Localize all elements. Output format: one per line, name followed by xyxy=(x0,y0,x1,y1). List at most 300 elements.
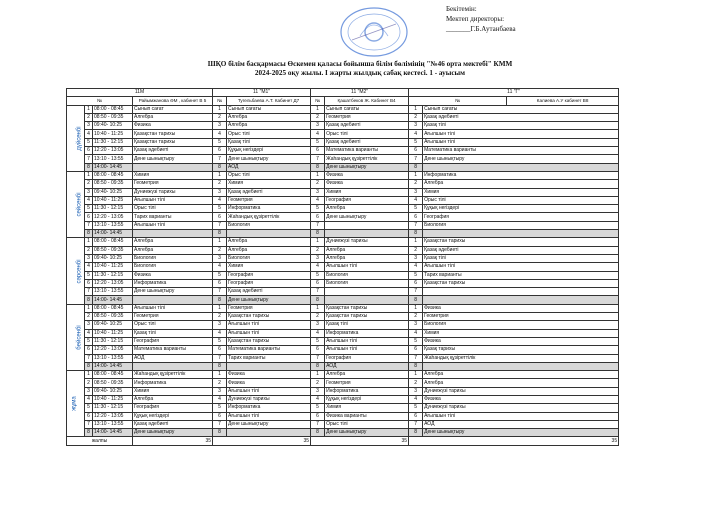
approval-block xyxy=(446,4,516,34)
approval-signature: _______Г.Б.Аутанбаева xyxy=(446,25,516,33)
lesson-number: 2 xyxy=(85,180,93,188)
lesson-number-11m2: 4 xyxy=(311,263,325,271)
lesson-number-11g: 8 xyxy=(409,429,423,437)
lesson-number: 1 xyxy=(85,171,93,179)
total-11m1: 35 xyxy=(213,437,311,445)
class-header-row xyxy=(67,89,619,97)
heading-term: 2024-2025 оқу жылы. I жарты жылдық сабақ кестесі. 1 - ауысым xyxy=(254,69,466,77)
subject-11m xyxy=(133,230,213,238)
lesson-number: 6 xyxy=(85,279,93,287)
lesson-number-11m1: 5 xyxy=(213,404,227,412)
class-header-11m: 11М xyxy=(67,89,213,97)
subject-11m: Қазақ тілі xyxy=(133,329,213,337)
subject-11g: Биология xyxy=(423,221,619,229)
lesson-number-11m2: 2 xyxy=(311,246,325,254)
lesson-number-11g: 8 xyxy=(409,296,423,304)
lesson-number: 3 xyxy=(85,122,93,130)
schedule-row xyxy=(67,354,619,362)
heading-school: ШҚО білім басқармасы Өскемен қаласы бойынша білім бөлімінің "№46 орта мектебі" КММ xyxy=(207,60,513,68)
subject-11g: Тарих варианты xyxy=(423,271,619,279)
lesson-time: 10:40 - 11:25 xyxy=(93,196,133,204)
subject-11g: Информатика xyxy=(423,171,619,179)
lesson-number-11m1: 6 xyxy=(213,346,227,354)
subject-11g: Математика варианты xyxy=(423,147,619,155)
lesson-number-11m2: 3 xyxy=(311,122,325,130)
lesson-number-11g: 4 xyxy=(409,130,423,138)
subject-11m1: Физика xyxy=(227,379,311,387)
lesson-number-11g: 6 xyxy=(409,147,423,155)
schedule-row xyxy=(67,138,619,146)
lesson-number: 8 xyxy=(85,362,93,370)
subject-11g: Қазақ тілі xyxy=(423,254,619,262)
lesson-number-11m2: 1 xyxy=(311,171,325,179)
lesson-number-11m2: 8 xyxy=(311,230,325,238)
lesson-number-11m2: 7 xyxy=(311,155,325,163)
lesson-number-11g: 5 xyxy=(409,205,423,213)
lesson-number-11m2: 8 xyxy=(311,163,325,171)
subject-11m2: Информатика xyxy=(325,387,409,395)
subject-11m1: Қазақ әдебиеті xyxy=(227,188,311,196)
subject-11m2: Қазақ әдебиеті xyxy=(325,138,409,146)
subject-11g: Қазақ тарихы xyxy=(423,346,619,354)
subject-11m1: Сынып сағаты xyxy=(227,105,311,113)
subject-11m2: Физика варианты xyxy=(325,412,409,420)
lesson-number-11m2: 6 xyxy=(311,412,325,420)
approval-position: Мектеп директоры: xyxy=(446,15,505,23)
subject-11g: Ағылшын тілі xyxy=(423,412,619,420)
subject-11g: Дене шынықтыру xyxy=(423,155,619,163)
subject-11g: Физика xyxy=(423,304,619,312)
lesson-number-11m2: 2 xyxy=(311,313,325,321)
lesson-time: 14:00- 14:45 xyxy=(93,296,133,304)
lesson-time: 14:00- 14:45 xyxy=(93,230,133,238)
lesson-number-11g: 8 xyxy=(409,163,423,171)
subject-11m2: Геометрия xyxy=(325,113,409,121)
lesson-number-11g: 6 xyxy=(409,412,423,420)
subject-11m1 xyxy=(227,362,311,370)
schedule-row xyxy=(67,130,619,138)
lesson-number-11m1: 8 xyxy=(213,429,227,437)
class-header-11g: 11 "Г" xyxy=(409,89,619,97)
subject-11m1: Дене шынықтыру xyxy=(227,420,311,428)
lesson-time: 08:50 - 09:35 xyxy=(93,113,133,121)
schedule-row xyxy=(67,337,619,345)
lesson-number-11g: 4 xyxy=(409,395,423,403)
schedule-row xyxy=(67,122,619,130)
subject-11g: Қазақстан тарихы xyxy=(423,238,619,246)
lesson-number: 8 xyxy=(85,230,93,238)
lesson-time: 08:00 - 08:45 xyxy=(93,371,133,379)
subject-11m: Дене шынықтыру xyxy=(133,288,213,296)
subject-11g: Алгебра xyxy=(423,379,619,387)
lesson-number-11g: 7 xyxy=(409,420,423,428)
subject-11m: Орыс тілі xyxy=(133,205,213,213)
schedule-row xyxy=(67,362,619,370)
lesson-time: 11:30 - 12:15 xyxy=(93,138,133,146)
subject-11g xyxy=(423,296,619,304)
subject-11m1: География xyxy=(227,271,311,279)
subject-11g: Дене шынықтыру xyxy=(423,429,619,437)
lesson-number: 4 xyxy=(85,196,93,204)
subject-11g: Қазақстан тарихы xyxy=(423,279,619,287)
subject-11m2: Орыс тілі xyxy=(325,420,409,428)
lesson-number-11m2: 1 xyxy=(311,304,325,312)
lesson-time: 13:10 - 13:55 xyxy=(93,420,133,428)
subject-11g: АОД xyxy=(423,420,619,428)
lesson-number-11m1: 7 xyxy=(213,420,227,428)
schedule-body xyxy=(67,105,619,437)
lesson-number-11g: 3 xyxy=(409,254,423,262)
subject-11m1: Дене шынықтыру xyxy=(227,296,311,304)
subject-11g: Сынып сағаты xyxy=(423,105,619,113)
lesson-number-11g: 2 xyxy=(409,379,423,387)
schedule-row xyxy=(67,221,619,229)
subject-11g: Құқық негіздері xyxy=(423,205,619,213)
subject-11m: Қазақ әдебиеті xyxy=(133,420,213,428)
lesson-time: 10:40 - 11:25 xyxy=(93,329,133,337)
subject-11m: Химия xyxy=(133,387,213,395)
lesson-time: 13:10 - 13:55 xyxy=(93,288,133,296)
subject-11m: География xyxy=(133,337,213,345)
lesson-time: 12:20 - 13:05 xyxy=(93,279,133,287)
subject-11m: Құқық негіздері xyxy=(133,412,213,420)
subject-11m2: География xyxy=(325,354,409,362)
lesson-number-11g: 1 xyxy=(409,171,423,179)
subject-11m2 xyxy=(325,230,409,238)
lesson-number: 6 xyxy=(85,412,93,420)
day-name: дүйсенбі xyxy=(76,126,83,151)
lesson-time: 13:10 - 13:55 xyxy=(93,354,133,362)
lesson-number-11m1: 8 xyxy=(213,296,227,304)
lesson-time: 09:40- 10:25 xyxy=(93,122,133,130)
subject-11m1: Орыс тілі xyxy=(227,130,311,138)
subject-11m: Физика xyxy=(133,122,213,130)
lesson-time: 12:20 - 13:05 xyxy=(93,412,133,420)
schedule-row xyxy=(67,230,619,238)
lesson-number-11m1: 3 xyxy=(213,321,227,329)
lesson-time: 13:10 - 13:55 xyxy=(93,155,133,163)
subject-11m: Қазақстан тарихы xyxy=(133,130,213,138)
subject-11m2: Қазақ әдебиеті xyxy=(325,122,409,130)
lesson-number: 3 xyxy=(85,387,93,395)
subject-11g: География xyxy=(423,213,619,221)
subject-11m2: Құқық негіздері xyxy=(325,395,409,403)
lesson-number-11g: 6 xyxy=(409,346,423,354)
schedule-row xyxy=(67,163,619,171)
subject-11g: Жаһандық құзіреттілік xyxy=(423,354,619,362)
subject-11m: Алгебра xyxy=(133,395,213,403)
subject-11m1 xyxy=(227,230,311,238)
lesson-number-11m2: 5 xyxy=(311,205,325,213)
subject-11m1: Ағылшын тілі xyxy=(227,321,311,329)
lesson-number: 3 xyxy=(85,254,93,262)
subject-11m: Математика варианты xyxy=(133,346,213,354)
schedule-row xyxy=(67,346,619,354)
subject-11m: Жаһандық құзіреттілік xyxy=(133,371,213,379)
subject-11m: Сынып сағат xyxy=(133,105,213,113)
teacher-header-1: Райымжанова ӘМ , кабинет В 5 xyxy=(133,97,213,105)
schedule-row xyxy=(67,105,619,113)
subject-11g: Ағылшын тілі xyxy=(423,263,619,271)
lesson-number: 7 xyxy=(85,420,93,428)
subject-11m: Қазақ әдебиеті xyxy=(133,147,213,155)
lesson-time: 08:50 - 09:35 xyxy=(93,180,133,188)
lesson-number-11m2: 2 xyxy=(311,379,325,387)
lesson-time: 08:00 - 08:45 xyxy=(93,171,133,179)
lesson-time: 13:10 - 13:55 xyxy=(93,221,133,229)
subject-11m1: Информатика xyxy=(227,404,311,412)
subject-11m2: Химия xyxy=(325,404,409,412)
lesson-number-11m1: 1 xyxy=(213,371,227,379)
subject-11m xyxy=(133,362,213,370)
subject-11m1: Химия xyxy=(227,263,311,271)
lesson-number-11m2: 2 xyxy=(311,113,325,121)
subject-11m1: Алгебра xyxy=(227,238,311,246)
subject-11m: Алгебра xyxy=(133,246,213,254)
lesson-time: 08:00 - 08:45 xyxy=(93,304,133,312)
lesson-number-11m2: 1 xyxy=(311,238,325,246)
subject-11m: Информатика xyxy=(133,279,213,287)
lesson-time: 09:40- 10:25 xyxy=(93,321,133,329)
lesson-number-11m2: 7 xyxy=(311,221,325,229)
document-heading xyxy=(0,60,720,78)
lesson-number-11g: 5 xyxy=(409,138,423,146)
subject-11m2: Химия xyxy=(325,188,409,196)
subject-11m: Дене шынықтыру xyxy=(133,155,213,163)
lesson-number-11m2: 7 xyxy=(311,288,325,296)
lesson-number-11m1: 8 xyxy=(213,362,227,370)
schedule-row xyxy=(67,213,619,221)
lesson-time: 14:00- 14:45 xyxy=(93,163,133,171)
subject-11g: Биология xyxy=(423,321,619,329)
schedule-row xyxy=(67,296,619,304)
subject-11g: Қазақ тілі xyxy=(423,122,619,130)
lesson-number-11m2: 3 xyxy=(311,321,325,329)
subject-11m1: Информатика xyxy=(227,205,311,213)
lesson-time: 14:00- 14:45 xyxy=(93,429,133,437)
lesson-time: 09:40- 10:25 xyxy=(93,188,133,196)
lesson-number-11m2: 3 xyxy=(311,254,325,262)
lesson-number: 7 xyxy=(85,354,93,362)
schedule-row xyxy=(67,412,619,420)
subject-11g: Дүниежүзі тарихы xyxy=(423,387,619,395)
lesson-number-11g: 8 xyxy=(409,362,423,370)
subject-11m1: Физика xyxy=(227,371,311,379)
subject-11g: Ағылшын тілі xyxy=(423,138,619,146)
num-header: № xyxy=(67,97,133,105)
schedule-row xyxy=(67,321,619,329)
class-header-11m2: 11 "М2" xyxy=(311,89,409,97)
subject-11m2 xyxy=(325,296,409,304)
subject-11m2: Геометрия xyxy=(325,379,409,387)
lesson-number-11m1: 5 xyxy=(213,271,227,279)
lesson-number: 7 xyxy=(85,288,93,296)
lesson-number: 6 xyxy=(85,147,93,155)
teacher-header-4: Калиева А.У кабинет В8 xyxy=(507,97,619,105)
day-name: сәрсенбі xyxy=(76,258,83,284)
lesson-number: 3 xyxy=(85,188,93,196)
subject-11m xyxy=(133,296,213,304)
subject-11g: Химия xyxy=(423,329,619,337)
lesson-time: 11:30 - 12:15 xyxy=(93,271,133,279)
lesson-number-11m1: 2 xyxy=(213,180,227,188)
lesson-time: 14:00- 14:45 xyxy=(93,362,133,370)
subject-11m2: Дене шынықтыру xyxy=(325,163,409,171)
subject-11m1: География xyxy=(227,279,311,287)
lesson-number-11m2: 6 xyxy=(311,147,325,155)
lesson-number: 1 xyxy=(85,304,93,312)
lesson-number-11g: 7 xyxy=(409,354,423,362)
schedule-row xyxy=(67,313,619,321)
schedule-row xyxy=(67,404,619,412)
subject-11m1: Дүниежүзі тарихы xyxy=(227,395,311,403)
subject-11m2: Дене шынықтыру xyxy=(325,429,409,437)
subject-11g xyxy=(423,362,619,370)
lesson-number-11m2: 4 xyxy=(311,395,325,403)
subject-11m2: Биология xyxy=(325,271,409,279)
subject-11m2: Алгебра xyxy=(325,205,409,213)
lesson-number-11g: 1 xyxy=(409,304,423,312)
lesson-number-11g: 4 xyxy=(409,263,423,271)
schedule-row xyxy=(67,288,619,296)
lesson-number-11m1: 1 xyxy=(213,171,227,179)
lesson-number-11m1: 2 xyxy=(213,313,227,321)
lesson-number-11m1: 4 xyxy=(213,263,227,271)
lesson-number: 1 xyxy=(85,238,93,246)
lesson-number-11m1: 1 xyxy=(213,105,227,113)
lesson-number-11m2: 4 xyxy=(311,196,325,204)
subject-11m2: Ағылшын тілі xyxy=(325,337,409,345)
subject-11g: Химия xyxy=(423,188,619,196)
subject-11m2: Биология xyxy=(325,279,409,287)
subject-11m: Ағылшын тілі xyxy=(133,221,213,229)
lesson-number: 3 xyxy=(85,321,93,329)
subject-11m1: Орыс тілі xyxy=(227,171,311,179)
lesson-number-11g: 4 xyxy=(409,329,423,337)
lesson-number: 7 xyxy=(85,221,93,229)
lesson-time: 10:40 - 11:25 xyxy=(93,130,133,138)
lesson-number-11m1: 8 xyxy=(213,163,227,171)
lesson-number-11m2: 7 xyxy=(311,354,325,362)
day-name: сейсенбі xyxy=(76,192,83,217)
lesson-time: 09:40- 10:25 xyxy=(93,254,133,262)
subject-11m2: Алгебра xyxy=(325,246,409,254)
subject-11m1: Қазақстан тарихы xyxy=(227,337,311,345)
subject-11m1: Қазақстан тарихы xyxy=(227,313,311,321)
subject-11g: Қазақ әдебиеті xyxy=(423,246,619,254)
subject-11m: Дене шынықтыру xyxy=(133,429,213,437)
subject-11m: Алгебра xyxy=(133,113,213,121)
lesson-number-11m2: 2 xyxy=(311,180,325,188)
lesson-number-11m1: 6 xyxy=(213,412,227,420)
lesson-number: 1 xyxy=(85,105,93,113)
subject-11m2: Физика xyxy=(325,180,409,188)
subject-11g xyxy=(423,163,619,171)
subject-11m1: Алгебра xyxy=(227,113,311,121)
subject-11m2: Ағылшын тілі xyxy=(325,263,409,271)
lesson-number-11m1: 3 xyxy=(213,254,227,262)
lesson-number-11g: 5 xyxy=(409,271,423,279)
subject-11m1: Геометрия xyxy=(227,304,311,312)
subject-11g: Алгебра xyxy=(423,371,619,379)
subject-11m1: Геометрия xyxy=(227,196,311,204)
lesson-time: 08:00 - 08:45 xyxy=(93,238,133,246)
lesson-number: 5 xyxy=(85,205,93,213)
subject-11m1: Жаһандық құзіреттілік xyxy=(227,213,311,221)
subject-11g: Орыс тілі xyxy=(423,196,619,204)
subject-11m1: Биология xyxy=(227,254,311,262)
lesson-number-11m1: 4 xyxy=(213,130,227,138)
subject-11m1: Биология xyxy=(227,221,311,229)
lesson-number-11g: 3 xyxy=(409,122,423,130)
subject-11g: Физика xyxy=(423,337,619,345)
lesson-number: 2 xyxy=(85,246,93,254)
lesson-number: 2 xyxy=(85,113,93,121)
subject-11g xyxy=(423,288,619,296)
lesson-number: 8 xyxy=(85,429,93,437)
subject-11m2: Алгебра xyxy=(325,254,409,262)
schedule-row xyxy=(67,171,619,179)
lesson-number-11g: 5 xyxy=(409,404,423,412)
teacher-header-2: Тугельбаева А.Т. Кабинет Д7 xyxy=(227,97,311,105)
lesson-number-11g: 6 xyxy=(409,213,423,221)
lesson-number-11m2: 8 xyxy=(311,362,325,370)
lesson-number: 5 xyxy=(85,337,93,345)
lesson-number-11m2: 3 xyxy=(311,188,325,196)
lesson-number-11m1: 7 xyxy=(213,354,227,362)
lesson-number-11m1: 7 xyxy=(213,221,227,229)
lesson-number-11m1: 3 xyxy=(213,387,227,395)
schedule-row xyxy=(67,246,619,254)
day-name-cell xyxy=(67,304,85,370)
lesson-number-11m2: 1 xyxy=(311,105,325,113)
subject-11m2: Қазақстан тарихы xyxy=(325,313,409,321)
lesson-number-11m1: 7 xyxy=(213,155,227,163)
lesson-number-11m1: 4 xyxy=(213,196,227,204)
schedule-row xyxy=(67,155,619,163)
schedule-row xyxy=(67,379,619,387)
lesson-number-11g: 3 xyxy=(409,387,423,395)
subject-11m: Қазақстан тарихы xyxy=(133,138,213,146)
subject-11m: Алгебра xyxy=(133,238,213,246)
day-name-cell xyxy=(67,371,85,437)
lesson-number-11g: 5 xyxy=(409,337,423,345)
lesson-number: 8 xyxy=(85,163,93,171)
subject-11m2: География xyxy=(325,196,409,204)
lesson-number-11g: 7 xyxy=(409,221,423,229)
num-header: № xyxy=(311,97,325,105)
subject-11m: Геометрия xyxy=(133,180,213,188)
schedule-row xyxy=(67,113,619,121)
subject-11g: Геометрия xyxy=(423,313,619,321)
subject-11g: Қазақ әдебиеті xyxy=(423,113,619,121)
lesson-time: 08:50 - 09:35 xyxy=(93,246,133,254)
lesson-number-11m1: 3 xyxy=(213,188,227,196)
day-name-cell xyxy=(67,238,85,304)
lesson-number-11g: 7 xyxy=(409,155,423,163)
lesson-number-11m2: 6 xyxy=(311,279,325,287)
lesson-number: 4 xyxy=(85,329,93,337)
lesson-time: 11:30 - 12:15 xyxy=(93,205,133,213)
subject-11m2 xyxy=(325,221,409,229)
schedule-row xyxy=(67,271,619,279)
subject-11m: Биология xyxy=(133,254,213,262)
lesson-number-11g: 8 xyxy=(409,230,423,238)
lesson-number-11g: 2 xyxy=(409,180,423,188)
lesson-number-11g: 6 xyxy=(409,279,423,287)
subject-11m1: Ағылшын тілі xyxy=(227,412,311,420)
lesson-time: 09:40- 10:25 xyxy=(93,387,133,395)
